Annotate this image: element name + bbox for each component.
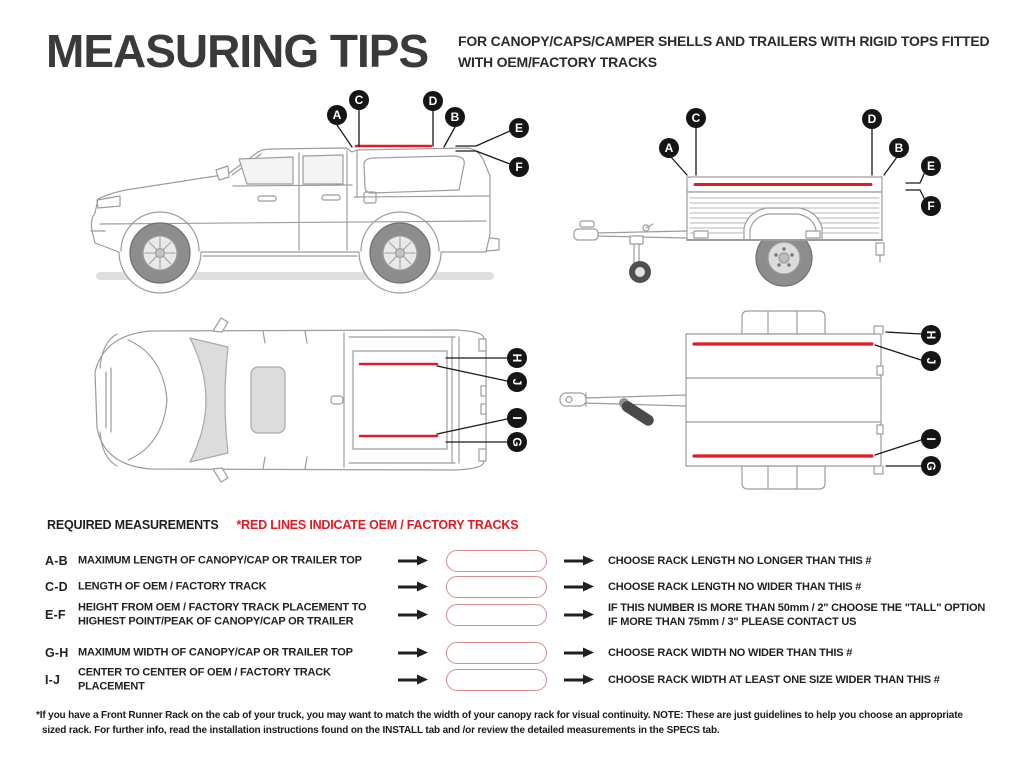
- callout-a-truck-side: A: [327, 105, 347, 125]
- required-measurements-label: REQUIRED MEASUREMENTS: [47, 518, 219, 532]
- measurement-blank-pill: [446, 576, 547, 598]
- footnote-line-1: *If you have a Front Runner Rack on the cab of your truck, you may want to match the width of your canopy rack for visual continuity. NOTE: These are just guidelines to help you choose an appropriate: [36, 710, 963, 721]
- truck-side-view: [91, 110, 510, 293]
- sunroof: [251, 367, 285, 433]
- page-title: MEASURING TIPS: [46, 25, 429, 77]
- callout-c-trailer-side: C: [686, 108, 706, 128]
- callout-b-truck-side: B: [445, 107, 465, 127]
- measurement-result: CHOOSE RACK WIDTH AT LEAST ONE SIZE WIDER THAN THIS #: [608, 674, 940, 686]
- truck-top-view: [95, 318, 507, 482]
- callout-j-trailer-top: J: [921, 351, 941, 371]
- flow-arrow-icon: [398, 610, 428, 621]
- callout-d-truck-side: D: [423, 91, 443, 111]
- measurement-code: E-F: [45, 608, 66, 622]
- flow-arrow-icon: [564, 582, 594, 593]
- flow-arrow-icon: [564, 556, 594, 567]
- measurement-description: LENGTH OF OEM / FACTORY TRACK: [78, 580, 267, 593]
- footnote: [36, 708, 963, 738]
- callout-h-trailer-top: H: [921, 325, 941, 345]
- measurement-description: MAXIMUM WIDTH OF CANOPY/CAP OR TRAILER TOP: [78, 646, 353, 659]
- callout-g-trailer-top: G: [921, 456, 941, 476]
- callout-f-truck-side: F: [509, 157, 529, 177]
- trailer-top-body: [686, 334, 881, 466]
- callout-e-trailer-side: E: [921, 156, 941, 176]
- drawbar: [584, 393, 686, 406]
- mirror: [216, 166, 229, 180]
- measurement-result: [608, 601, 1018, 629]
- callout-h-truck-top: H: [507, 348, 527, 368]
- measurement-description: [78, 602, 390, 629]
- measurement-blank-pill: [446, 550, 547, 572]
- callout-b-trailer-side: B: [889, 138, 909, 158]
- measurement-result-line-1: IF THIS NUMBER IS MORE THAN 50mm / 2" CHOOSE THE "TALL" OPTION: [608, 602, 986, 614]
- jockey-wheel-folded: [619, 398, 656, 428]
- front-wheel: [130, 223, 190, 283]
- callout-c-truck-side: C: [349, 90, 369, 110]
- jockey-wheel: [629, 224, 653, 283]
- flow-arrow-icon: [398, 556, 428, 567]
- flow-arrow-icon: [398, 648, 428, 659]
- subtitle-line-1: FOR CANOPY/CAPS/CAMPER SHELLS AND TRAILERS WITH RIGID TOPS FITTED: [458, 33, 990, 49]
- red-lines-note: *RED LINES INDICATE OEM / FACTORY TRACKS: [236, 518, 519, 532]
- cab-window-front: [239, 157, 293, 184]
- flow-arrow-icon: [564, 648, 594, 659]
- subtitle-line-2: WITH OEM/FACTORY TRACKS: [458, 54, 657, 70]
- measurement-code: A-B: [45, 554, 68, 568]
- callout-j-truck-top: J: [507, 372, 527, 392]
- measurement-result: CHOOSE RACK WIDTH NO WIDER THAN THIS #: [608, 647, 853, 659]
- required-measurements-heading: [47, 518, 518, 532]
- bed-opening: [353, 351, 447, 449]
- trailer-side-view: [574, 128, 924, 286]
- measurement-result-line-2: IF MORE THAN 75mm / 3" PLEASE CONTACT US: [608, 616, 857, 628]
- measurement-code: I-J: [45, 673, 61, 687]
- flow-arrow-icon: [564, 675, 594, 686]
- trailer-top-view: [560, 311, 921, 489]
- hitch-coupler: [574, 229, 598, 240]
- measurement-result: CHOOSE RACK LENGTH NO LONGER THAN THIS #: [608, 555, 872, 567]
- flow-arrow-icon: [564, 610, 594, 621]
- measurement-description-line-2: HIGHEST POINT/PEAK OF CANOPY/CAP OR TRAILER: [78, 615, 354, 627]
- measurement-blank-pill: [446, 604, 547, 626]
- callout-a-trailer-side: A: [659, 138, 679, 158]
- measurement-result: CHOOSE RACK LENGTH NO WIDER THAN THIS #: [608, 581, 862, 593]
- measurement-description-line-1: HEIGHT FROM OEM / FACTORY TRACK PLACEMENT TO: [78, 601, 367, 614]
- hitch-coupler: [560, 393, 586, 406]
- cab-window-rear: [303, 155, 343, 184]
- fender-bottom: [742, 466, 825, 489]
- callout-i-trailer-top: I: [921, 429, 941, 449]
- callout-g-truck-top: G: [507, 432, 527, 452]
- callout-f-trailer-side: F: [921, 196, 941, 216]
- measurement-description: CENTER TO CENTER OF OEM / FACTORY TRACK PLACEMENT: [78, 666, 331, 692]
- callout-i-truck-top: I: [507, 408, 527, 428]
- measurement-code: C-D: [45, 580, 68, 594]
- mirror: [213, 318, 228, 332]
- measurement-code: G-H: [45, 646, 69, 660]
- callout-leader-lines: [875, 332, 921, 466]
- flow-arrow-icon: [398, 582, 428, 593]
- fender-top: [742, 311, 825, 334]
- canopy-window: [364, 156, 464, 193]
- rear-wheel: [370, 223, 430, 283]
- mirror: [213, 468, 228, 482]
- measurement-blank-pill: [446, 669, 547, 691]
- flow-arrow-icon: [398, 675, 428, 686]
- measurement-description: MAXIMUM LENGTH OF CANOPY/CAP OR TRAILER TOP: [78, 554, 362, 567]
- callout-e-truck-side: E: [509, 118, 529, 138]
- footnote-line-2: sized rack. For further info, read the installation instructions found on the INSTALL tab and /or review the detailed measurements in the SPECS tab.: [42, 725, 720, 736]
- callout-d-trailer-side: D: [862, 109, 882, 129]
- measurement-blank-pill: [446, 642, 547, 664]
